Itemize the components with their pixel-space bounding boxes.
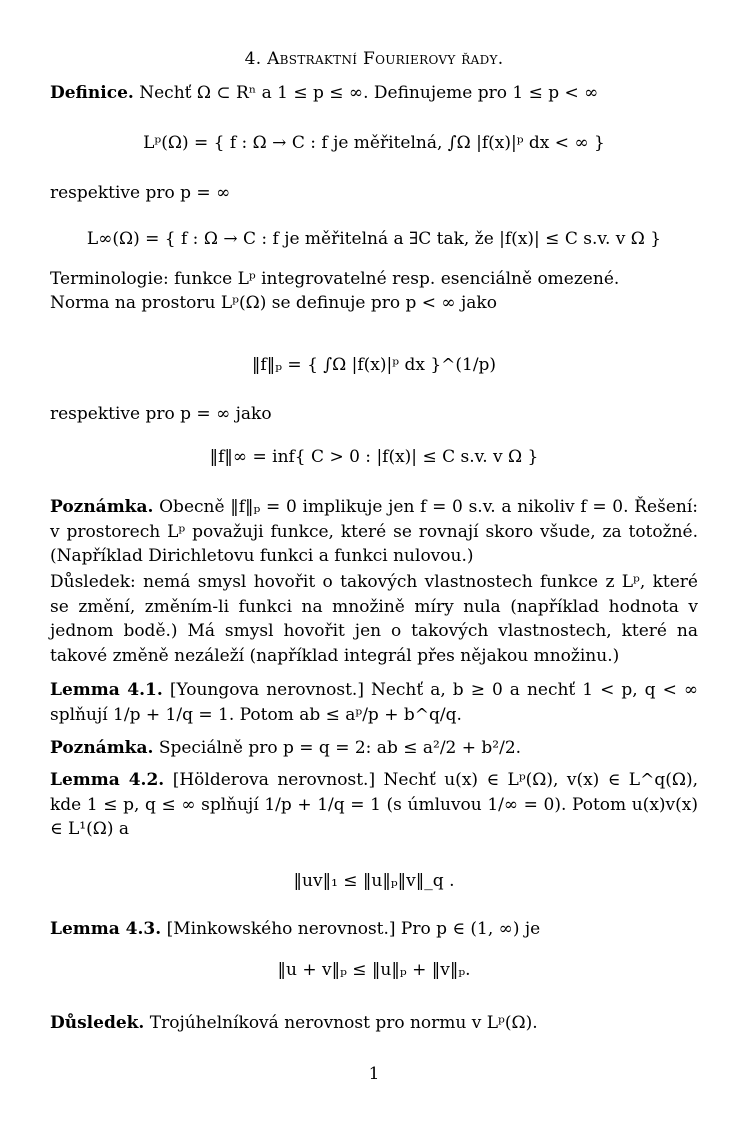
lemma-4-1 bbox=[50, 678, 698, 727]
equation-lp-space: Lᵖ(Ω) = { f : Ω → C : f je měřitelná, ∫Ω |f(x)|ᵖ dx < ∞ } bbox=[143, 133, 605, 153]
lemma-4-3-line bbox=[50, 920, 698, 939]
definition-text: Nechť Ω ⊂ Rⁿ a 1 ≤ p ≤ ∞. Definujeme pro 1 ≤ p < ∞ bbox=[139, 83, 599, 103]
remark-2-text: Speciálně pro p = q = 2: ab ≤ a²/2 + b²/2. bbox=[158, 738, 522, 758]
consequence-paragraph: Důsledek: nemá smysl hovořit o takových vlastnostech funkce z Lᵖ, které se změní, změním-li funkci na množině míry nula (například hodnota v jednom bodě.) Má smysl hovořit jen o takových vlastnostech, které na takové změně nezáleží (například integrál přes nějakou množinu.) bbox=[50, 572, 698, 666]
equation-holder: ‖uv‖₁ ≤ ‖u‖ₚ‖v‖_q . bbox=[293, 871, 455, 891]
remark-2-label: Poznámka. bbox=[50, 738, 154, 758]
corollary-label: Důsledek. bbox=[50, 1013, 145, 1033]
lemma-4-2 bbox=[50, 768, 698, 842]
equation-minkowski: ‖u + v‖ₚ ≤ ‖u‖ₚ + ‖v‖ₚ. bbox=[277, 960, 471, 980]
definition-label: Definice. bbox=[50, 83, 134, 103]
document-page bbox=[50, 0, 698, 1128]
remark-paragraph bbox=[50, 495, 698, 569]
equation-linf-space: L∞(Ω) = { f : Ω → C : f je měřitelná a ∃C tak, že |f(x)| ≤ C s.v. v Ω } bbox=[86, 229, 662, 249]
text-resp-p-inf-jako: respektive pro p = ∞ jako bbox=[50, 404, 272, 424]
remark-label: Poznámka. bbox=[50, 497, 154, 517]
equation-norm-p: ‖f‖ₚ = { ∫Ω |f(x)|ᵖ dx }^(1/p) bbox=[251, 355, 497, 375]
equation-norm-inf: ‖f‖∞ = inf{ C > 0 : |f(x)| ≤ C s.v. v Ω } bbox=[209, 447, 539, 467]
lemma-4-2-text: [Hölderova nerovnost.] Nechť u(x) ∈ Lᵖ(Ω), v(x) ∈ L^q(Ω), kde 1 ≤ p, q ≤ ∞ splňují 1/p + 1/q = 1 (s úmluvou 1/∞ = 0). Potom u(x)v(x) ∈ L¹(Ω) a bbox=[50, 770, 698, 839]
lemma-4-1-text: [Youngova nerovnost.] Nechť a, b ≥ 0 a nechť 1 < p, q < ∞ splňují 1/p + 1/q = 1. Potom ab ≤ aᵖ/p + b^q/q. bbox=[50, 680, 698, 725]
lemma-4-3-label: Lemma 4.3. bbox=[50, 919, 162, 939]
corollary-text: Trojúhelníková nerovnost pro normu v Lᵖ(Ω). bbox=[149, 1013, 538, 1033]
remark-text: Obecně ‖f‖ₚ = 0 implikuje jen f = 0 s.v. a nikoliv f = 0. Řešení: v prostorech Lᵖ považuji funkce, které se rovnají skoro všude, za totožné. (Například Dirichletovu funkci a funkci nulovou.) bbox=[50, 497, 698, 566]
lemma-4-2-label: Lemma 4.2. bbox=[50, 770, 165, 790]
page-number: 1 bbox=[368, 1064, 380, 1084]
remark-2-line bbox=[50, 739, 698, 758]
text-terminology: Terminologie: funkce Lᵖ integrovatelné resp. esenciálně omezené. bbox=[50, 269, 620, 289]
lemma-4-3-text: [Minkowského nerovnost.] Pro p ∈ (1, ∞) je bbox=[166, 919, 541, 939]
definition-line bbox=[50, 84, 698, 103]
text-norm-intro: Norma na prostoru Lᵖ(Ω) se definuje pro p < ∞ jako bbox=[50, 293, 497, 313]
corollary-line bbox=[50, 1014, 698, 1033]
lemma-4-1-label: Lemma 4.1. bbox=[50, 680, 163, 700]
text-resp-p-inf: respektive pro p = ∞ bbox=[50, 183, 231, 203]
section-title: 4. Abstraktní Fourierovy řady. bbox=[244, 49, 504, 69]
